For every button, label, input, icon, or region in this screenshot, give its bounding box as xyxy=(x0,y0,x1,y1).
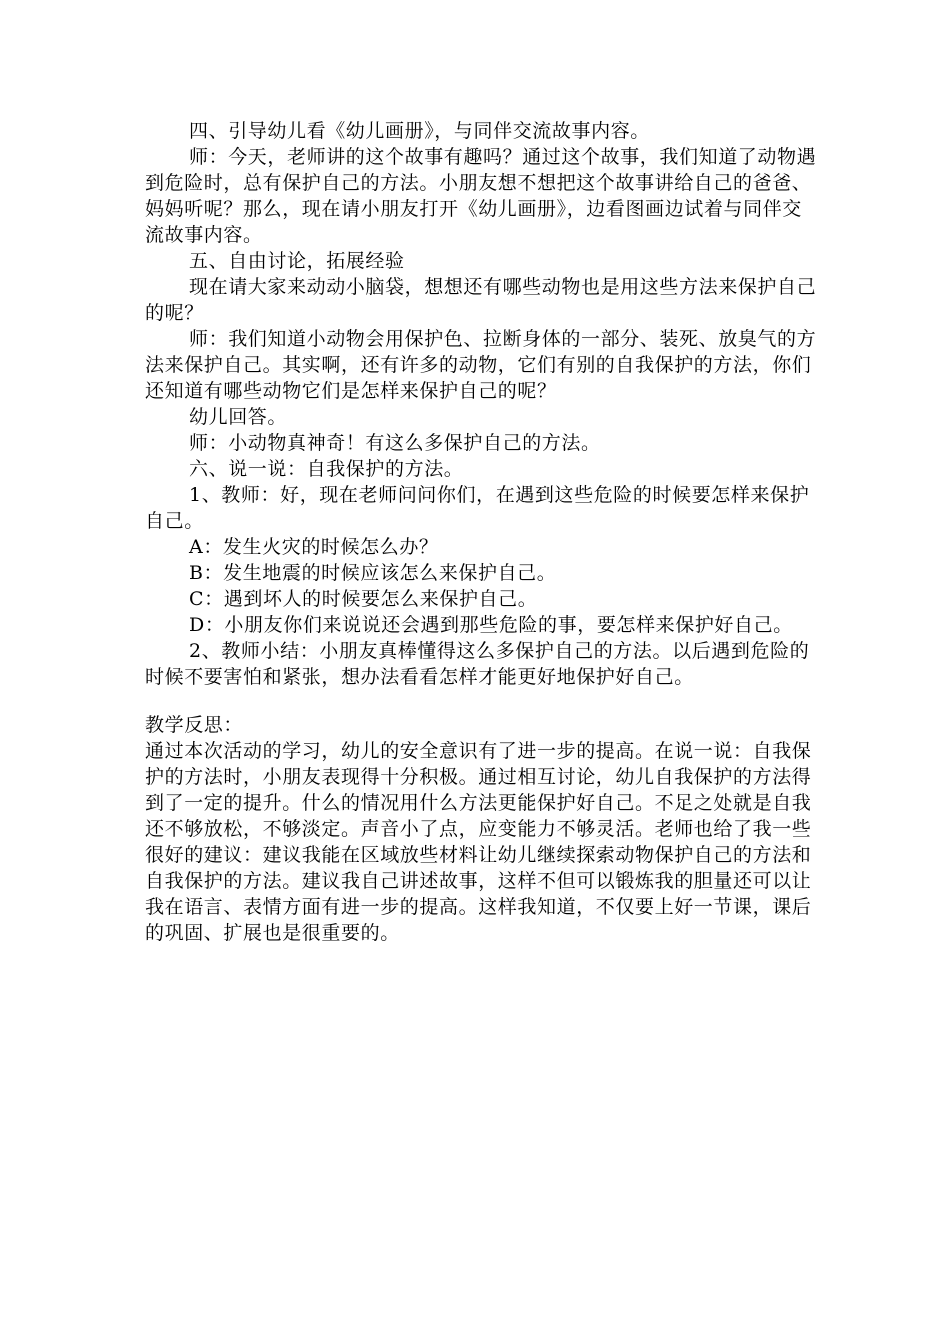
paragraph-child-answer: 幼儿回答。 xyxy=(189,406,288,428)
section-heading-4: 四、引导幼儿看《幼儿画册》，与同伴交流故事内容。 xyxy=(189,120,650,142)
paragraph-teacher-methods: 师：我们知道小动物会用保护色、拉断身体的一部分、装死、放臭气的方法来保护自己。其实啊，还有许多的动物，它们有别的自我保护的方法，你们还知道有哪些动物它们是怎样来保护自己的呢？ xyxy=(145,328,817,402)
paragraph-teacher-story: 师：今天，老师讲的这个故事有趣吗？通过这个故事，我们知道了动物遇到危险时，总有保护自己的方法。小朋友想不想把这个故事讲给自己的爸爸、妈妈听呢？那么，现在请小朋友打开《幼儿画册》，边看图画边试着与同伴交流故事内容。 xyxy=(145,146,817,246)
reflection-body: 通过本次活动的学习，幼儿的安全意识有了进一步的提高。在说一说：自我保护的方法时，小朋友表现得十分积极。通过相互讨论，幼儿自我保护的方法得到了一定的提升。什么的情况用什么方法更能保护好自己。不足之处就是自我还不够放松，不够淡定。声音小了点，应变能力不够灵活。老师也给了我一些很好的建议：建议我能在区域放些材料让幼儿继续探索动物保护自己的方法和自我保护的方法。建议我自己讲述故事，这样不但可以锻炼我的胆量还可以让我在语言、表情方面有进一步的提高。这样我知道，不仅要上好一节课，课后的巩固、扩展也是很重要的。 xyxy=(145,740,812,944)
paragraph-gap xyxy=(145,690,820,712)
list-item-c: C：遇到坏人的时候要怎么来保护自己。 xyxy=(189,588,538,610)
paragraph-teacher-amazing: 师：小动物真神奇！有这么多保护自己的方法。 xyxy=(189,432,601,454)
document-body xyxy=(145,118,820,946)
paragraph-discussion: 现在请大家来动动小脑袋，想想还有哪些动物也是用这些方法来保护自己的呢？ xyxy=(145,276,817,324)
list-item-d: D：小朋友你们来说说还会遇到那些危险的事，要怎样来保护好自己。 xyxy=(189,614,793,636)
reflection-heading: 教学反思： xyxy=(145,714,244,736)
list-item-a: A：发生火灾的时候怎么办？ xyxy=(189,536,439,558)
paragraph-teacher-question: 1、教师：好，现在老师问问你们，在遇到这些危险的时候要怎样来保护自己。 xyxy=(145,484,810,532)
list-item-b: B：发生地震的时候应该怎么来保护自己。 xyxy=(189,562,557,584)
paragraph-teacher-summary: 2、教师小结：小朋友真棒懂得这么多保护自己的方法。以后遇到危险的时候不要害怕和紧张，想办法看看怎样才能更好地保护好自己。 xyxy=(145,640,810,688)
section-heading-5: 五、自由讨论，拓展经验 xyxy=(189,250,405,272)
section-heading-6: 六、说一说：自我保护的方法。 xyxy=(189,458,464,480)
